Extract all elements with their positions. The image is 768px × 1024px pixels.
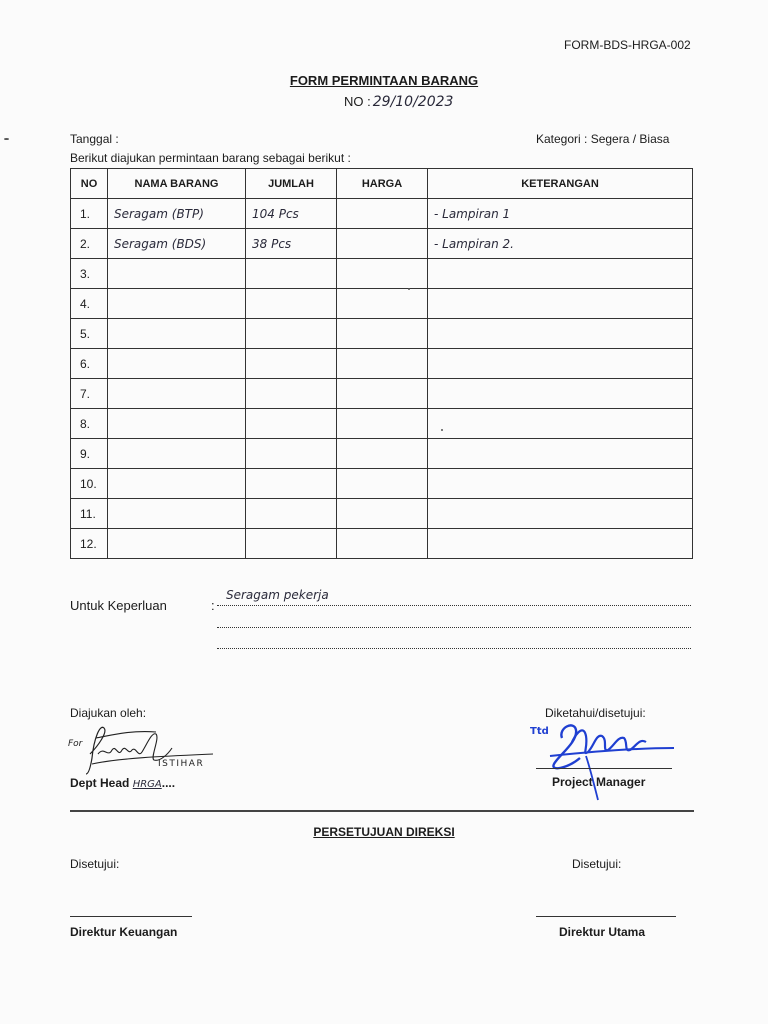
table-row (71, 409, 693, 439)
direktur-utama-label: Direktur Utama (559, 925, 646, 939)
row-no: 7. (80, 386, 91, 401)
row-keterangan-cell (428, 529, 693, 559)
row-jumlah-cell (246, 199, 337, 229)
scan-speck (4, 138, 9, 140)
keperluan-label: Untuk Keperluan (70, 598, 167, 613)
row-nama-barang-cell (108, 469, 246, 499)
keperluan-colon: : (211, 598, 215, 613)
row-keterangan-cell (428, 379, 693, 409)
table-row (71, 439, 693, 469)
header-jumlah: JUMLAH (246, 169, 337, 199)
direktur-keuangan-label: Direktur Keuangan (70, 925, 178, 939)
row-nama-barang-cell (108, 199, 246, 229)
row-no-cell (71, 499, 108, 529)
row-harga-cell (337, 319, 428, 349)
row-jumlah-cell (246, 379, 337, 409)
row-nama-barang-cell (108, 379, 246, 409)
keperluan-dotted-line-2 (217, 627, 691, 628)
header-nama-barang: NAMA BARANG (108, 169, 246, 199)
table-row (71, 379, 693, 409)
row-nama-barang-cell (108, 319, 246, 349)
row-no: 12. (80, 536, 97, 551)
row-keterangan-cell (428, 259, 693, 289)
dept-head-label: Dept Head (70, 776, 130, 790)
project-manager-label: Project Manager (552, 775, 646, 789)
row-no-cell (71, 439, 108, 469)
signature-left (68, 724, 218, 780)
kategori-label: Kategori : Segera / Biasa (536, 132, 670, 146)
table-row (71, 319, 693, 349)
row-keterangan-cell (428, 289, 693, 319)
row-harga-cell (337, 439, 428, 469)
row-no-cell (71, 409, 108, 439)
row-jumlah-cell (246, 469, 337, 499)
table-row (71, 229, 693, 259)
row-no: 6. (80, 356, 91, 371)
row-nama-barang: Seragam (BDS) (114, 236, 207, 251)
table-row (71, 349, 693, 379)
row-jumlah-cell (246, 349, 337, 379)
row-harga-cell (337, 289, 428, 319)
diajukan-label: Diajukan oleh: (70, 706, 147, 720)
dept-head-line (70, 776, 175, 790)
section-divider (70, 810, 694, 812)
row-no-cell (71, 289, 108, 319)
tanggal-label: Tanggal : (70, 132, 119, 146)
signature-prefix-right: Ttd (530, 726, 549, 737)
table-row (71, 499, 693, 529)
signer-name: ISTIHAR (158, 759, 205, 769)
row-no-cell (71, 229, 108, 259)
disetujui-left-label: Disetujui: (70, 857, 120, 871)
row-nama-barang-cell (108, 349, 246, 379)
row-keterangan-cell (428, 349, 693, 379)
row-no-cell (71, 529, 108, 559)
signature-prefix-left: For (68, 739, 83, 749)
row-keterangan-cell (428, 199, 693, 229)
table-row (71, 469, 693, 499)
row-jumlah-cell (246, 289, 337, 319)
row-harga-cell (337, 199, 428, 229)
persetujuan-direksi-title: PERSETUJUAN DIREKSI (313, 825, 455, 839)
table-header-row (71, 169, 693, 199)
row-nama-barang-cell (108, 229, 246, 259)
header-no: NO (71, 169, 108, 199)
table-row (71, 259, 693, 289)
row-no-cell (71, 349, 108, 379)
row-jumlah: 38 Pcs (252, 236, 292, 251)
disetujui-right-label: Disetujui: (572, 857, 622, 871)
row-no-cell (71, 469, 108, 499)
row-harga-cell (337, 529, 428, 559)
row-jumlah-cell (246, 499, 337, 529)
keperluan-dotted-line-3 (217, 648, 691, 649)
header-harga: HARGA (337, 169, 428, 199)
row-keterangan-cell (428, 229, 693, 259)
row-no: 9. (80, 446, 91, 461)
table-row (71, 199, 693, 229)
form-number-label: NO : (344, 94, 371, 109)
diketahui-label: Diketahui/disetujui: (545, 706, 646, 720)
direktur-utama-signature-line (536, 916, 676, 917)
form-code: FORM-BDS-HRGA-002 (564, 38, 691, 52)
scan-speck (441, 429, 443, 431)
row-no: 10. (80, 476, 97, 491)
intro-text: Berikut diajukan permintaan barang sebagai berikut : (70, 151, 351, 165)
row-nama-barang-cell (108, 289, 246, 319)
keperluan-value: Seragam pekerja (226, 588, 329, 602)
row-jumlah-cell (246, 229, 337, 259)
row-nama-barang-cell (108, 409, 246, 439)
row-keterangan-cell (428, 439, 693, 469)
form-number (344, 94, 453, 110)
row-harga-cell (337, 379, 428, 409)
row-nama-barang-cell (108, 439, 246, 469)
table-row (71, 529, 693, 559)
row-no: 2. (80, 236, 91, 251)
row-nama-barang: Seragam (BTP) (114, 206, 204, 221)
row-no-cell (71, 199, 108, 229)
row-harga-cell (337, 349, 428, 379)
dept-head-value: HRGA (132, 779, 162, 790)
row-no: 4. (80, 296, 91, 311)
row-jumlah-cell (246, 259, 337, 289)
table-row (71, 289, 693, 319)
row-harga-cell (337, 499, 428, 529)
form-title: FORM PERMINTAAN BARANG (289, 73, 479, 88)
row-nama-barang-cell (108, 499, 246, 529)
row-harga-cell (337, 409, 428, 439)
row-no-cell (71, 319, 108, 349)
row-harga-cell (337, 469, 428, 499)
dept-head-dots: .... (161, 776, 176, 790)
row-keterangan-cell (428, 499, 693, 529)
row-jumlah-cell (246, 409, 337, 439)
row-no: 11. (80, 506, 96, 521)
items-table (70, 168, 693, 559)
row-no: 5. (80, 326, 91, 341)
row-no: 1. (80, 206, 91, 221)
signature-right (528, 712, 678, 804)
row-jumlah-cell (246, 319, 337, 349)
pm-signature-line (536, 768, 672, 769)
row-harga-cell (337, 259, 428, 289)
row-keterangan-cell (428, 319, 693, 349)
header-keterangan: KETERANGAN (428, 169, 693, 199)
row-keterangan: - Lampiran 1 (434, 206, 511, 221)
form-number-value: 29/10/2023 (372, 94, 454, 110)
row-jumlah-cell (246, 529, 337, 559)
row-jumlah-cell (246, 439, 337, 469)
row-nama-barang-cell (108, 259, 246, 289)
row-keterangan-cell (428, 409, 693, 439)
direktur-keuangan-signature-line (70, 916, 192, 917)
row-harga-cell (337, 229, 428, 259)
row-no: 3. (80, 266, 91, 281)
row-no: 8. (80, 416, 91, 431)
row-keterangan: - Lampiran 2. (434, 236, 514, 251)
row-keterangan-cell (428, 469, 693, 499)
scan-speck (408, 288, 410, 290)
row-no-cell (71, 259, 108, 289)
row-no-cell (71, 379, 108, 409)
row-nama-barang-cell (108, 529, 246, 559)
row-jumlah: 104 Pcs (252, 206, 299, 221)
keperluan-dotted-line-1 (217, 605, 691, 606)
